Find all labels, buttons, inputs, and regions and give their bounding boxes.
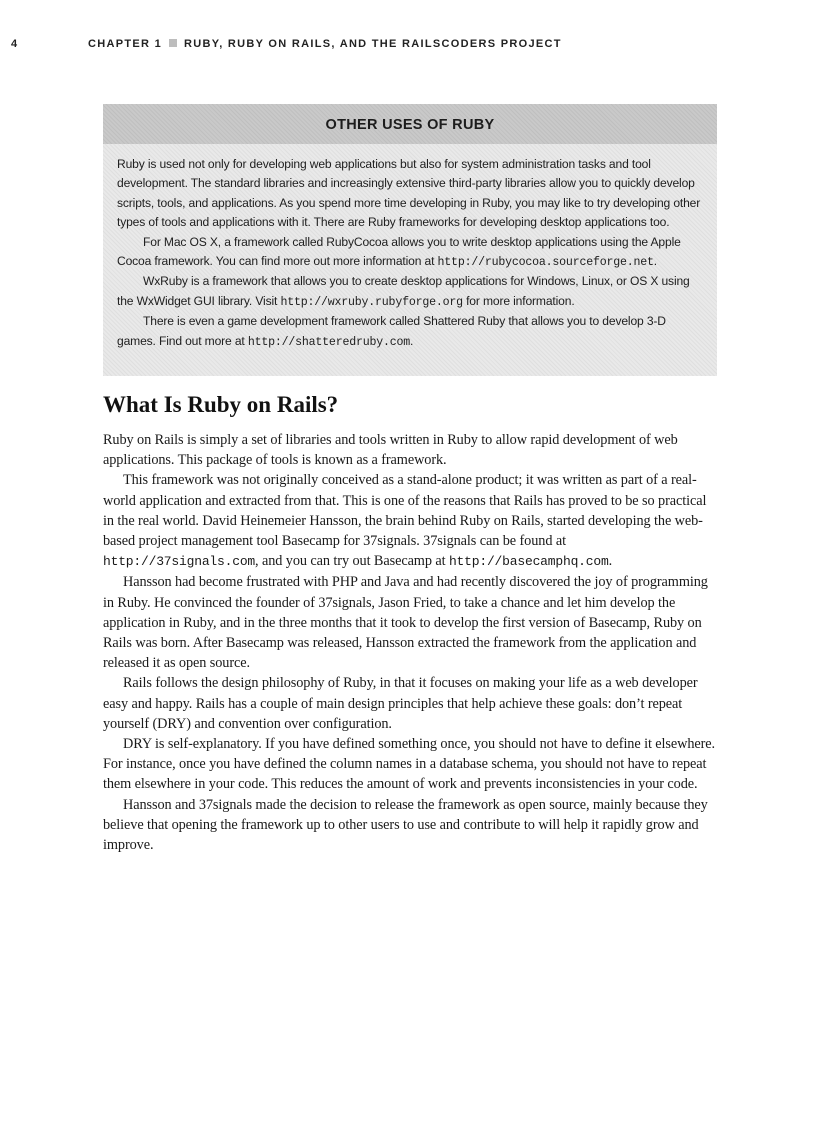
sidebar-p2-text: For Mac OS X, a framework called RubyCocoa allows you to write desktop applications using the Apple Cocoa framework. You can find more out more information at xyxy=(117,234,681,269)
body-paragraph-3: Hansson had become frustrated with PHP and Java and had recently discovered the joy of programming in Ruby. He convinced the founder of 37signals, Jason Fried, to take a chance and let him develop the application in Ruby, and in the three months that it took to develop the first version of Basecamp, Ruby on Rails was born. After Basecamp was released, Hansson extracted the framework from the application and released it as open source. xyxy=(103,574,708,672)
basecamp-link[interactable]: http://basecamphq.com xyxy=(448,554,609,570)
chapter-number: CHAPTER 1 xyxy=(88,38,163,50)
body-p2-mid: , and you can try out Basecamp at xyxy=(255,553,449,570)
chapter-title: RUBY, RUBY ON RAILS, AND THE RAILSCODERS PROJECT xyxy=(184,38,562,50)
sidebar-paragraph-4 xyxy=(117,312,703,352)
sidebar-title: OTHER USES OF RUBY xyxy=(103,104,717,144)
body-p2-end: . xyxy=(608,553,613,570)
sidebar-paragraph-3 xyxy=(117,272,703,312)
body-paragraph-1: Ruby on Rails is simply a set of libraries and tools written in Ruby to allow rapid development of web applications. This package of tools is known as a framework. xyxy=(103,432,678,469)
wxruby-link[interactable]: http://wxruby.rubyforge.org xyxy=(280,295,463,309)
37signals-link[interactable]: http://37signals.com xyxy=(103,554,256,570)
body-paragraph-4: Rails follows the design philosophy of Ruby, in that it focuses on making your life as a web developer easy and happy. Rails has a couple of main design principles that help achieve these goals: don’t repeat yourself (DRY) and convention over configuration. xyxy=(103,675,698,732)
body-p2-text: This framework was not originally conceived as a stand-alone product; it was written as part of a real-world application and extracted from that. This is one of the reasons that Rails has proved to be so practical in the real world. David Heinemeier Hansson, the brain behind Ruby on Rails, started developing the web-based project management tool Basecamp for 37signals. 37signals can be found at xyxy=(103,472,707,550)
sidebar-paragraph-1: Ruby is used not only for developing web applications but also for system administration tasks and tool development. The standard libraries and increasingly extensive third-party libraries allow you to quickly develop scripts, tools, and applications. As you spend more time developing in Ruby, you may like to try developing other types of tools and applications with it. There are Ruby frameworks for developing desktop applications too. xyxy=(117,157,701,230)
separator-square-icon xyxy=(169,39,177,47)
sidebar-p3-text: WxRuby is a framework that allows you to create desktop applications for Windows, Linux, or OS X using the WxWidget GUI library. Visit xyxy=(117,274,690,308)
sidebar-p2-end: . xyxy=(653,254,658,269)
body-paragraph-5: DRY is self-explanatory. If you have defined something once, you should not have to define it elsewhere. For instance, once you have defined the column names in a database schema, you should not have to repeat them elsewhere in your code. This reduces the amount of work and prevents inconsistencies in your code. xyxy=(103,736,716,793)
rubycocoa-link[interactable]: http://rubycocoa.sourceforge.net xyxy=(437,256,654,270)
page-number: 4 xyxy=(11,38,19,50)
running-head xyxy=(0,38,816,58)
sidebar-p3-end: for more information. xyxy=(462,293,575,308)
sidebar-box xyxy=(103,104,717,376)
shatteredruby-link[interactable]: http://shatteredruby.com xyxy=(247,335,411,349)
body-paragraph-2 xyxy=(103,470,717,572)
section-body xyxy=(103,430,717,855)
chapter-label xyxy=(88,38,562,50)
sidebar-paragraph-2 xyxy=(117,233,703,273)
section-heading: What Is Ruby on Rails? xyxy=(103,392,339,417)
sidebar-p4-text: There is even a game development framework called Shattered Ruby that allows you to develop 3-D games. Find out more at xyxy=(117,314,666,348)
sidebar-body xyxy=(103,144,717,352)
sidebar-p4-end: . xyxy=(410,333,414,348)
body-paragraph-6: Hansson and 37signals made the decision to release the framework as open source, mainly because they believe that opening the framework up to other users to use and contribute to will help it rapidly grow and improve. xyxy=(103,796,708,854)
